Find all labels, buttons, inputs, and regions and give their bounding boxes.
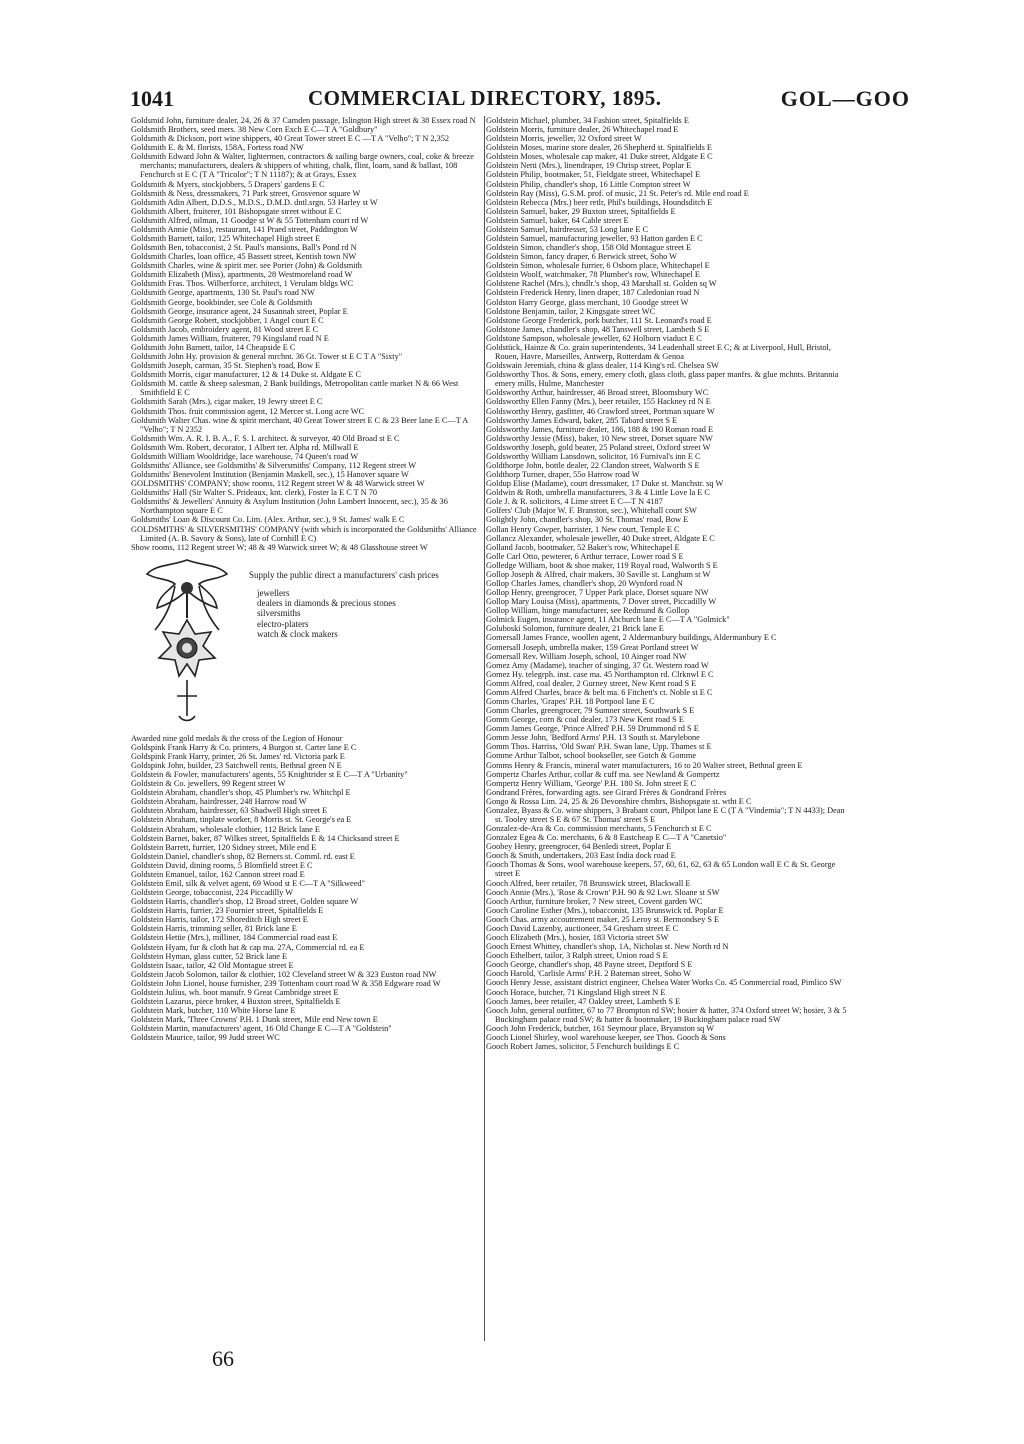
directory-entry: Goldstein Moses, marine store dealer, 26 Shepherd st. Spitalfields E (486, 143, 712, 153)
directory-entry: Goldspink Frank Harry, printer, 26 St. James' rd. Victoria park E (131, 751, 345, 761)
directory-entry: Goldsmith James William, fruiterer, 79 Kingsland road N E (131, 333, 329, 343)
directory-entry: Goldsworthy Henry, gasfitter, 46 Crawford street, Portman square W (486, 406, 715, 416)
directory-entry: Goldstein Harris, trimming seller, 81 Brick lane E (131, 924, 297, 934)
directory-entry: Goldsworthy James Edward, baker, 285 Tabard street S E (486, 415, 678, 425)
directory-entry: Gooch & Smith, undertakers, 203 East India dock road E (486, 851, 676, 861)
directory-entry: Goldstein Abraham, hairdresser, 248 Harrow road W (131, 797, 307, 807)
directory-entry: Goldsmith Thos. fruit commission agent, 12 Mercer st. Long acre WC (131, 406, 365, 416)
directory-entry: Goldstein Moses, wholesale cap maker, 41 Duke street, Aldgate E C (486, 152, 713, 162)
directory-entry: Goldsmith & Myers, stockjobbers, 5 Drapers' gardens E C (131, 179, 325, 189)
directory-entry: Goldstein Jacob Solomon, tailor & clothier, 102 Cleveland street W & 323 Euston road NW (131, 969, 437, 979)
directory-entry: Gongo & Rossa Lim. 24, 25 & 26 Devonshire chmbrs, Bishopsgate st. wtht E C (486, 796, 752, 806)
advert-item: jewellers (257, 587, 290, 598)
directory-entry: GOLDSMITHS' COMPANY; show rooms, 112 Regent street W & 48 Warwick street W (131, 479, 425, 489)
directory-entry: Goldstein John Lionel, house furnisher, 239 Tottenham court road W & 358 Edgware road W (131, 978, 441, 988)
directory-entry: Goldup Elise (Madame), court dressmaker, 17 Duke st. Manchstr. sq W (486, 479, 724, 489)
directory-entry: Goldsmith Jacob, embroidery agent, 81 Wood street E C (131, 324, 319, 334)
crest-icon (137, 556, 237, 732)
directory-entry: Goldstein Harris, chandler's shop, 12 Broad street, Golden square W (131, 897, 359, 907)
directory-entry: Goldsmith Joseph, carman, 35 St. Stephen's road, Bow E (131, 361, 321, 371)
directory-entry: Goldstein Ray (Miss), G.S.M. prof. of music, 21 St. Peter's rd. Mile end road E (486, 188, 749, 198)
directory-entry: Gonzalez-de-Ara & Co. commission merchants, 5 Fenchurch st E C (486, 824, 712, 834)
directory-entry: Goldstein Simon, fancy draper, 6 Berwick street, Soho W (486, 252, 677, 262)
crest-lower-ornament (177, 680, 197, 721)
advert-item: watch & clock makers (257, 628, 338, 639)
directory-entry: GOLDSMITHS' & SILVERSMITHS' COMPANY (with which is incorporated the Goldsmiths' Alliance Limited (A. B. Savory & Sons), late of Cornhill E C) (131, 524, 477, 543)
directory-entry: Gollop Mary Louisa (Miss), apartments, 7 Dover street, Piccadilly W (486, 597, 717, 607)
directory-entry: Goldstein Isaac, tailor, 42 Old Montague street E (131, 960, 294, 970)
directory-entry: Goldstone Benjamin, tailor, 2 Kingsgate street WC (486, 306, 656, 316)
directory-entry: Goldstein Mark, butcher, 110 White Horse lane E (131, 1006, 296, 1016)
directory-entry: Goldsmiths' Alliance, see Goldsmiths' & Silversmiths' Company, 112 Regent street W (131, 460, 417, 470)
directory-entry: Gooch Arthur, furniture broker, 7 New street, Covent garden WC (486, 896, 703, 906)
directory-entry: Goldsworthy Arthur, hairdresser, 46 Broad street, Bloomsbury WC (486, 388, 709, 398)
directory-entry: Goldsmith Charles, wine & spirit mer. see Porter (John) & Goldsmith (131, 261, 362, 271)
directory-entry: Gooch Lionel Shirley, wool warehouse keeper, see Thos. Gooch & Sons (486, 1032, 726, 1042)
directory-entry: Goldstein Netti (Mrs.), linendraper, 19 Chrisp street, Poplar E (486, 161, 692, 171)
directory-entry: Goldsmith Edward John & Walter, lightermen, contractors & sailing barge owners, coal, coke & breeze merchants; manufacturers, dealers & shippers of whiting, chalk, flint, loam, sand & ballast, 108 Fenchurch st E C (T A "Tricolor"; T N 11187); & at Grays, Essex (131, 152, 474, 180)
directory-entry: Gomms Henry & Francis, mineral water manufacturers, 16 to 20 Walter street, Bethnal green E (486, 760, 803, 770)
crest-medallion-inner (182, 643, 192, 653)
directory-entry: Gooch James, beer retailer, 47 Oakley street, Lambeth S E (486, 996, 681, 1006)
directory-entry: Goldstein George, tobacconist, 224 Piccadilly W (131, 888, 294, 898)
directory-entry: Goldstein Emanuel, tailor, 162 Cannon street road E (131, 869, 305, 879)
crest-knot (181, 582, 193, 594)
directory-entry: Goldstein Simon, wholesale furrier, 6 Osborn place, Whitechapel E (486, 261, 710, 271)
directory-entry: Gooch Elizabeth (Mrs.), hosier, 183 Victoria street SW (486, 933, 669, 943)
directory-entry: Goldstein Harris, furrier, 23 Fournier street, Spitalfields E (131, 906, 324, 916)
directory-entry: Goldstein Frederick Henry, linen draper, 187 Caledonian road N (486, 288, 700, 298)
directory-entry: Goldstein Woolf, watchmaker, 78 Plumber's row, Whitechapel E (486, 270, 700, 280)
directory-entry: Goldsmith Charles, loan office, 45 Bassett street, Kentish town NW (131, 252, 357, 262)
directory-entry: Goldstein Samuel, baker, 64 Cable street E (486, 215, 629, 225)
directory-entry: Gomez Amy (Madame), teacher of singing, 37 Gt. Western road W (486, 660, 709, 670)
directory-entry: Goldsmith Walter Chas. wine & spirit merchant, 40 Great Tower street E C & 23 Beer lane E C—T A "Velho"; T N 2352 (131, 415, 468, 434)
directory-entry: Gooch Annie (Mrs.), 'Rose & Crown' P.H. 90 & 92 Lwr. Sloane st SW (486, 887, 720, 897)
directory-entry: Goldstein Hettie (Mrs.), milliner, 184 Commercial road east E (131, 933, 338, 943)
directory-entry: Gollancz Alexander, wholesale jeweller, 40 Duke street, Aldgate E C (486, 533, 715, 543)
directory-entry: Goldspink Frank Harry & Co. printers, 4 Burgon st. Carter lane E C (131, 742, 357, 752)
directory-entry: Goldstein Martin, manufacturers' agent, 16 Old Change E C—T A "Goldstein" (131, 1024, 392, 1034)
advert-item: silversmiths (257, 608, 301, 619)
directory-entry: Goldthorp Turner, draper, 55o Harrow road W (486, 470, 640, 480)
directory-entry: Gomm Alfred Charles, brace & belt ma. 6 Fitchett's ct. Noble st E C (486, 687, 713, 697)
directory-entry: Goldsmith Elizabeth (Miss), apartments, 28 Westmoreland road W (131, 270, 353, 280)
directory-entry: Show rooms, 112 Regent street W; 48 & 49 Warwick street W; & 48 Glasshouse street W (131, 542, 428, 552)
directory-entry: Goldstein Maurice, tailor, 99 Judd street WC (131, 1033, 280, 1043)
directory-entry: Goldstein Simon, chandler's shop, 158 Old Montague street E (486, 243, 692, 253)
directory-entry: Goldstein Morris, jeweller, 32 Oxford street W (486, 134, 642, 144)
directory-entry: Gollop Charles James, chandler's shop, 20 Wynford road N (486, 578, 683, 588)
directory-entry: Goldsworthy Joseph, gold beater, 25 Poland street, Oxford street W (486, 442, 711, 452)
directory-entry: Goldsmith George, insurance agent, 24 Susannah street, Poplar E (131, 306, 348, 316)
page-number: 1041 (130, 86, 174, 111)
directory-entry: Goldsmith George, bookbinder, see Cole & Goldsmith (131, 297, 313, 307)
directory-entry: Goldswain Jeremiah, china & glass dealer, 114 King's rd. Chelsea SW (486, 361, 719, 371)
directory-entry: Goldsmiths' & Jewellers' Annuity & Asylum Institution (John Lambert Innocent, sec.), 35 & 36 Northampton square E C (131, 497, 448, 516)
left-entries-bottom (131, 734, 483, 1043)
directory-entry: Gooch Alfred, beer retailer, 78 Brunswick street, Blackwall E (486, 878, 691, 888)
directory-entry: Gomm Alfred, coal dealer, 2 Gurney street, New Kent road S E (486, 678, 697, 688)
directory-entry: Goldstein Abraham, hairdresser, 63 Shadwell High street E (131, 806, 328, 816)
directory-entry: Gomm Charles, greengrocer, 79 Sumner street, Southwark S E (486, 706, 695, 716)
directory-entry: Goldstein Abraham, wholesale clothier, 112 Brick lane E (131, 824, 320, 834)
directory-entry: Gompertz Henry William, 'George' P.H. 180 St. John street E C (486, 778, 697, 788)
directory-entry: Goldsmith Wm. A. R. I. B. A., F. S. I. architect. & surveyor, 40 Old Broad st E C (131, 433, 400, 443)
advert-item: electro-platers (257, 618, 309, 629)
directory-entry: Goldsmid John, furniture dealer, 24, 26 & 37 Camden passage, Islington High street & 38 Essex road N (131, 116, 476, 125)
directory-entry: Gooch Horace, butcher, 71 Kingsland High street N E (486, 987, 666, 997)
directory-entry: Gooch David Lazenby, auctioneer, 54 Gresham street E C (486, 923, 679, 933)
directory-entry: Goldstein Abraham, tinplate worker, 8 Morris st. St. George's ea E (131, 815, 352, 825)
directory-entry: Gomm Thos. Harriss, 'Old Swan' P.H. Swan lane, Upp. Thames st E (486, 742, 712, 752)
directory-entry: Goldsmith Morris, cigar manufacturer, 12 & 14 Duke st. Aldgate E C (131, 370, 362, 380)
directory-entry: Gollop William, hinge manufacturer, see Redmund & Gollop (486, 606, 690, 616)
directory-entry: Goldstein & Fowler, manufacturers' agents, 55 Knightrider st E C—T A "Urbanity" (131, 770, 408, 780)
page-range: GOL—GOO (780, 86, 910, 111)
directory-entry: Golfers' Club (Major W. F. Branston, sec.), Whitehall court SW (486, 506, 697, 516)
directory-entry: Goldstein Hyman, glass cutter, 52 Brick lane E (131, 951, 288, 961)
advert-item: dealers in diamonds & precious stones (257, 598, 396, 609)
directory-entry: Goldthorpe John, bottle dealer, 22 Clandon street, Walworth S E (486, 460, 700, 470)
directory-entry: Goldstein Rebecca (Mrs.) beer retlr, Phil's buildings, Houndsditch E (486, 197, 713, 207)
directory-entry: Goldstein Philip, bootmaker, 51, Fieldgate street, Whitechapel E (486, 170, 701, 180)
advert-text (249, 570, 479, 639)
directory-entry: Goldstein Julius, wh. boot manufr. 9 Great Cambridge street E (131, 987, 339, 997)
right-column (486, 116, 850, 1051)
directory-entry: Goluboski Solomon, furniture dealer, 21 Brick lane E (486, 624, 664, 634)
directory-entry: Gooch Ethelbert, tailor, 3 Ralph street, Union road S E (486, 951, 668, 961)
directory-entry: Golland Jacob, bootmaker, 52 Baker's row, Whitechapel E (486, 542, 680, 552)
directory-entry: Goldstone Sampson, wholesale jeweller, 62 Holborn viaduct E C (486, 333, 702, 343)
directory-entry: Goldsmith M. cattle & sheep salesman, 2 Bank buildings, Metropolitan cattle market N & 66 West Smithfield E C (131, 379, 459, 398)
directory-entry: Gondrand Frères, forwarding agts. see Girard Frères & Gondrand Frères (486, 787, 727, 797)
directory-entry: Gollop Henry, greengrocer, 7 Upper Park place, Dorset square NW (486, 588, 709, 598)
directory-entry: Goldsmiths' Benevolent Institution (Benjamin Maskell, sec.), 15 Hanover square W (131, 470, 409, 480)
left-entries-top (131, 116, 483, 552)
directory-entry: Goldstein Philip, chandler's shop, 16 Little Compton street W (486, 179, 691, 189)
directory-entry: Gooch Ernest Whittey, chandler's shop, 1A, Nicholas st. New North rd N (486, 942, 729, 952)
directory-entry: Goldsmiths' Hall (Sir Walter S. Prideaux, knt. clerk), Foster la E C T N 70 (131, 488, 378, 498)
directory-entry: Golightly John, chandler's shop, 30 St. Thomas' road, Bow E (486, 515, 689, 525)
directory-entry: Golle Carl Otto, pewterer, 6 Arthur terrace, Lower road S E (486, 551, 684, 561)
directory-entry: Goldsmith & Dickson, port wine shippers, 40 Great Tower street E C —T A "Velho"; T N 2,352 (131, 134, 450, 144)
directory-entry: Goldstein Samuel, hairdresser, 53 Long lane E C (486, 224, 649, 234)
page-title: COMMERCIAL DIRECTORY, 1895. (308, 86, 662, 110)
directory-entry: Goldspink John, builder, 23 Satchwell rents, Bethnal green N E (131, 760, 342, 770)
directory-entry: Gomm George, corn & coal dealer, 173 New Kent road S E (486, 715, 684, 725)
directory-entry: Goldsmith & Ness, dressmakers, 71 Park street, Grosvenor square W (131, 188, 361, 198)
directory-entry: Goldsmith Ben, tobacconist, 2 St. Paul's mansions, Ball's Pond rd N (131, 243, 357, 253)
directory-entry: Goldsmith John Barnett, tailor, 14 Cheapside E C (131, 342, 296, 352)
directory-entry: Goldstein David, dining rooms, 5 Blomfield street E C (131, 860, 313, 870)
directory-entry: Goldsmith Wm. Robert, decorator, 1 Albert ter. Alpha rd. Millwall E (131, 442, 359, 452)
directory-entry: Gomm Jesse John, 'Bedford Arms' P.H. 13 South st. Marylebone (486, 733, 700, 743)
directory-entry: Gooch Robert James, solicitor, 5 Fenchurch buildings E C (486, 1041, 680, 1051)
directory-entry: Gollop Joseph & Alfred, chair makers, 30 Saville st. Langham st W (486, 569, 711, 579)
advert-headline: Supply the public direct a manufacturers' cash prices (249, 569, 439, 580)
directory-entry: Goldstein Harris, tailor, 172 Shoreditch High street E (131, 915, 308, 925)
directory-entry: Goldsmith George, apartments, 130 St. Paul's road NW (131, 288, 315, 298)
directory-entry: Gollan Henry Cowper, barrister, 1 New court, Temple E C (486, 524, 680, 534)
directory-entry: Goldstein Mark, 'Three Crowns' P.H. 1 Dunk street, Mile end New town E (131, 1015, 378, 1025)
directory-entry: Goldsmith Alfred, oilman, 11 Goodge st W & 55 Tottenham court rd W (131, 215, 369, 225)
directory-entry: Goldsworthy Ellen Fanny (Mrs.), beer retailer, 155 Hackney rd N E (486, 397, 711, 407)
directory-entry: Gomersall James France, woollen agent, 2 Aldermanbury buildings, Aldermanbury E C (486, 633, 777, 643)
directory-entry: Gooch John, general outfitter, 67 to 77 Brompton rd SW; hosier & hatter, 374 Oxford street W; hosier, 3 & 5 Buckingham palace road SW; & hatter & bootmaker, 19 Buckingham palace road SW (486, 1005, 847, 1024)
directory-entry: Goldsmiths' Loan & Discount Co. Lim. (Alex. Arthur, sec.), 9 St. James' walk E C (131, 515, 405, 525)
directory-entry: Goldsmith William Wooldridge, lace warehouse, 74 Queen's road W (131, 451, 359, 461)
directory-entry: Gooch John Frederick, butcher, 161 Seymour place, Bryanston sq W (486, 1023, 715, 1033)
directory-entry: Goldstein Morris, furniture dealer, 26 Whitechapel road E (486, 125, 679, 135)
directory-entry: Goldstein Samuel, baker, 29 Buxton street, Spitalfields E (486, 206, 676, 216)
directory-entry: Goldstein & Co. jewellers, 99 Regent street W (131, 779, 286, 789)
directory-entry: Gomm James George, 'Prince Alfred' P.H. 59 Drummond rd S E (486, 724, 699, 734)
directory-entry: Goldstene Rachel (Mrs.), chndlr.'s shop, 43 Marshall st. Golden sq W (486, 279, 717, 289)
directory-entry: Goldstein Daniel, chandler's shop, 82 Berners st. Comml. rd. east E (131, 851, 355, 861)
directory-entry: Gooch Thomas & Sons, wool warehouse keepers, 57, 60, 61, 62, 63 & 65 London wall E C & St. George street E (486, 860, 836, 879)
directory-entry: Gomersall Joseph, umbrella maker, 159 Great Portland street W (486, 642, 699, 652)
directory-entry: Goldstein Lazarus, piece broker, 4 Buxton street, Spitalfields E (131, 997, 341, 1007)
directory-entry: Goldsmith Annie (Miss), restaurant, 141 Praed street, Paddington W (131, 224, 358, 234)
directory-entry: Goldsmith Adin Albert, D.D.S., M.D.S., D.M.D. dntl.srgn. 53 Harley st W (131, 197, 378, 207)
directory-entry: Goldstein Michael, plumber, 34 Fashion street, Spitalfields E (486, 116, 689, 125)
directory-entry: Gomersall Rev. William Joseph, school, 10 Ainger road NW (486, 651, 687, 661)
directory-entry: Goldsworthy William Lansdown, solicitor, 16 Furnival's inn E C (486, 451, 701, 461)
directory-entry: Goldsworthy Jessie (Miss), baker, 10 New street, Dorset square NW (486, 433, 713, 443)
directory-entry: Golledge William, boot & shoe maker, 119 Royal road, Walworth S E (486, 560, 718, 570)
directory-entry: Gonzalez, Byass & Co. wine shippers, 3 Brabant court, Philpot lane E C (T A "Vindemia"; T N 4433); Dean st. Tooley street S E & 67 St. Thomas' street S E (486, 805, 845, 825)
directory-entry: Goldsmith John Hy. provision & general mrchnt. 36 Gt. Tower st E C T A "Sixty" (131, 352, 403, 362)
directory-entry: Goldstein Hyam, fur & cloth hat & cap ma. 27A, Commercial rd. ea E (131, 942, 365, 952)
directory-entry: Goldsworthy James, furniture dealer, 186, 188 & 190 Roman road E (486, 424, 714, 434)
left-column (131, 116, 483, 1042)
directory-entry: Goldstück, Hainze & Co. grain superintendents, 34 Leadenhall street E C; & at Liverpool, Hull, Bristol, Rouen, Havre, Marseilles, Antwerp, Rotterdam & Genoa (486, 342, 831, 362)
directory-entry: Goldstein Barrett, furrier, 120 Sidney street, Mile end E (131, 842, 317, 852)
advert-block (131, 556, 483, 732)
directory-entry: Gonzalez Egea & Co. merchants, 6 & 8 Eastcheap E C—T A "Canetsio" (486, 833, 727, 843)
column-divider (484, 116, 485, 1341)
directory-entry: Goldsworthy Thos. & Sons, emery, emery cloth, glass cloth, glass paper manfrs. & glue mchnts. Britannia emery mills, Hulme, Manchester (486, 370, 839, 389)
directory-entry: Gooch George, chandler's shop, 48 Payne street, Deptford S E (486, 960, 693, 970)
directory-entry: Golmick Eugen, insurance agent, 11 Abchurch lane E C—T A "Golmick" (486, 615, 730, 625)
directory-entry: Gooch Caroline Esther (Mrs.), tobacconist, 135 Brunswick rd. Poplar E (486, 905, 724, 915)
directory-entry: Gomme Arthur Talbot, school bookseller, see Gotch & Gomme (486, 751, 697, 761)
directory-entry: Gole J. & R. solicitors, 4 Lime street E C—T N 4187 (486, 497, 663, 507)
directory-entry: Gooch Chas. army accoutrement maker, 25 Leroy st. Bermondsey S E (486, 914, 720, 924)
directory-entry: Goldston Harry George, glass merchant, 10 Goodge street W (486, 297, 689, 307)
directory-entry: Goldsmith E. & M. florists, 158A, Fortess road NW (131, 143, 304, 153)
page-footer-number: 66 (212, 1346, 234, 1371)
directory-entry: Goldstone James, chandler's shop, 48 Tanswell street, Lambeth S E (486, 324, 710, 334)
directory-entry: Gompertz Charles Arthur, collar & cuff ma. see Newland & Gompertz (486, 769, 720, 779)
directory-entry: Goldstone George Frederick, pork butcher, 111 St. Leonard's road E (486, 315, 712, 325)
directory-entry: Goldsmith Sarah (Mrs.), cigar maker, 19 Jewry street E C (131, 397, 323, 407)
directory-entry: Gomez Hy. telegrph. inst. case ma. 45 Northampton rd. Clrknwl E C (486, 669, 714, 679)
directory-entry: Goobey Henry, greengrocer, 64 Benledi street, Poplar E (486, 842, 672, 852)
directory-entry: Goldstein Samuel, manufacturing jeweller, 93 Hatton garden E C (486, 234, 703, 244)
directory-entry: Gooch Henry Jesse, assistant district engineer, Chelsea Water Works Co. 45 Commercial road, Pimlico SW (486, 978, 842, 988)
page-header (130, 86, 910, 118)
directory-entry: Awarded nine gold medals & the cross of the Legion of Honour (131, 733, 343, 743)
directory-entry: Goldsmith Albert, fruiterer, 101 Bishopsgate street without E C (131, 206, 342, 216)
directory-entry: Goldstein Abraham, chandler's shop, 45 Plumber's rw. Whitchpl E (131, 788, 351, 798)
directory-entry: Goldstein Emil, silk & velvet agent, 69 Wood st E C—T A "Silkweed" (131, 879, 365, 888)
directory-entry: Gomm Charles, 'Grapes' P.H. 18 Portpool lane E C (486, 697, 655, 706)
directory-entry: Goldsmith Brothers, seed mers. 38 New Corn Exch E C—T A "Goldbury" (131, 125, 378, 135)
directory-entry: Goldsmith Fras. Thos. Wilberforce, architect, 1 Verulam bldgs WC (131, 279, 354, 289)
directory-entry: Gooch Harold, 'Carlisle Arms' P.H. 2 Bateman street, Soho W (486, 969, 691, 979)
directory-entry: Goldsmith George Robert, stockjobber, 1 Angel court E C (131, 315, 324, 325)
directory-entry: Goldsmith Barnett, tailor, 125 Whitechapel High street E (131, 234, 321, 244)
directory-entry: Goldstein Barnet, baker, 87 Wilkes street, Spitalfields E & 14 Chicksand street E (131, 833, 400, 843)
directory-entry: Goldwin & Roth, umbrella manufacturers, 3 & 4 Little Love la E C (486, 488, 710, 498)
